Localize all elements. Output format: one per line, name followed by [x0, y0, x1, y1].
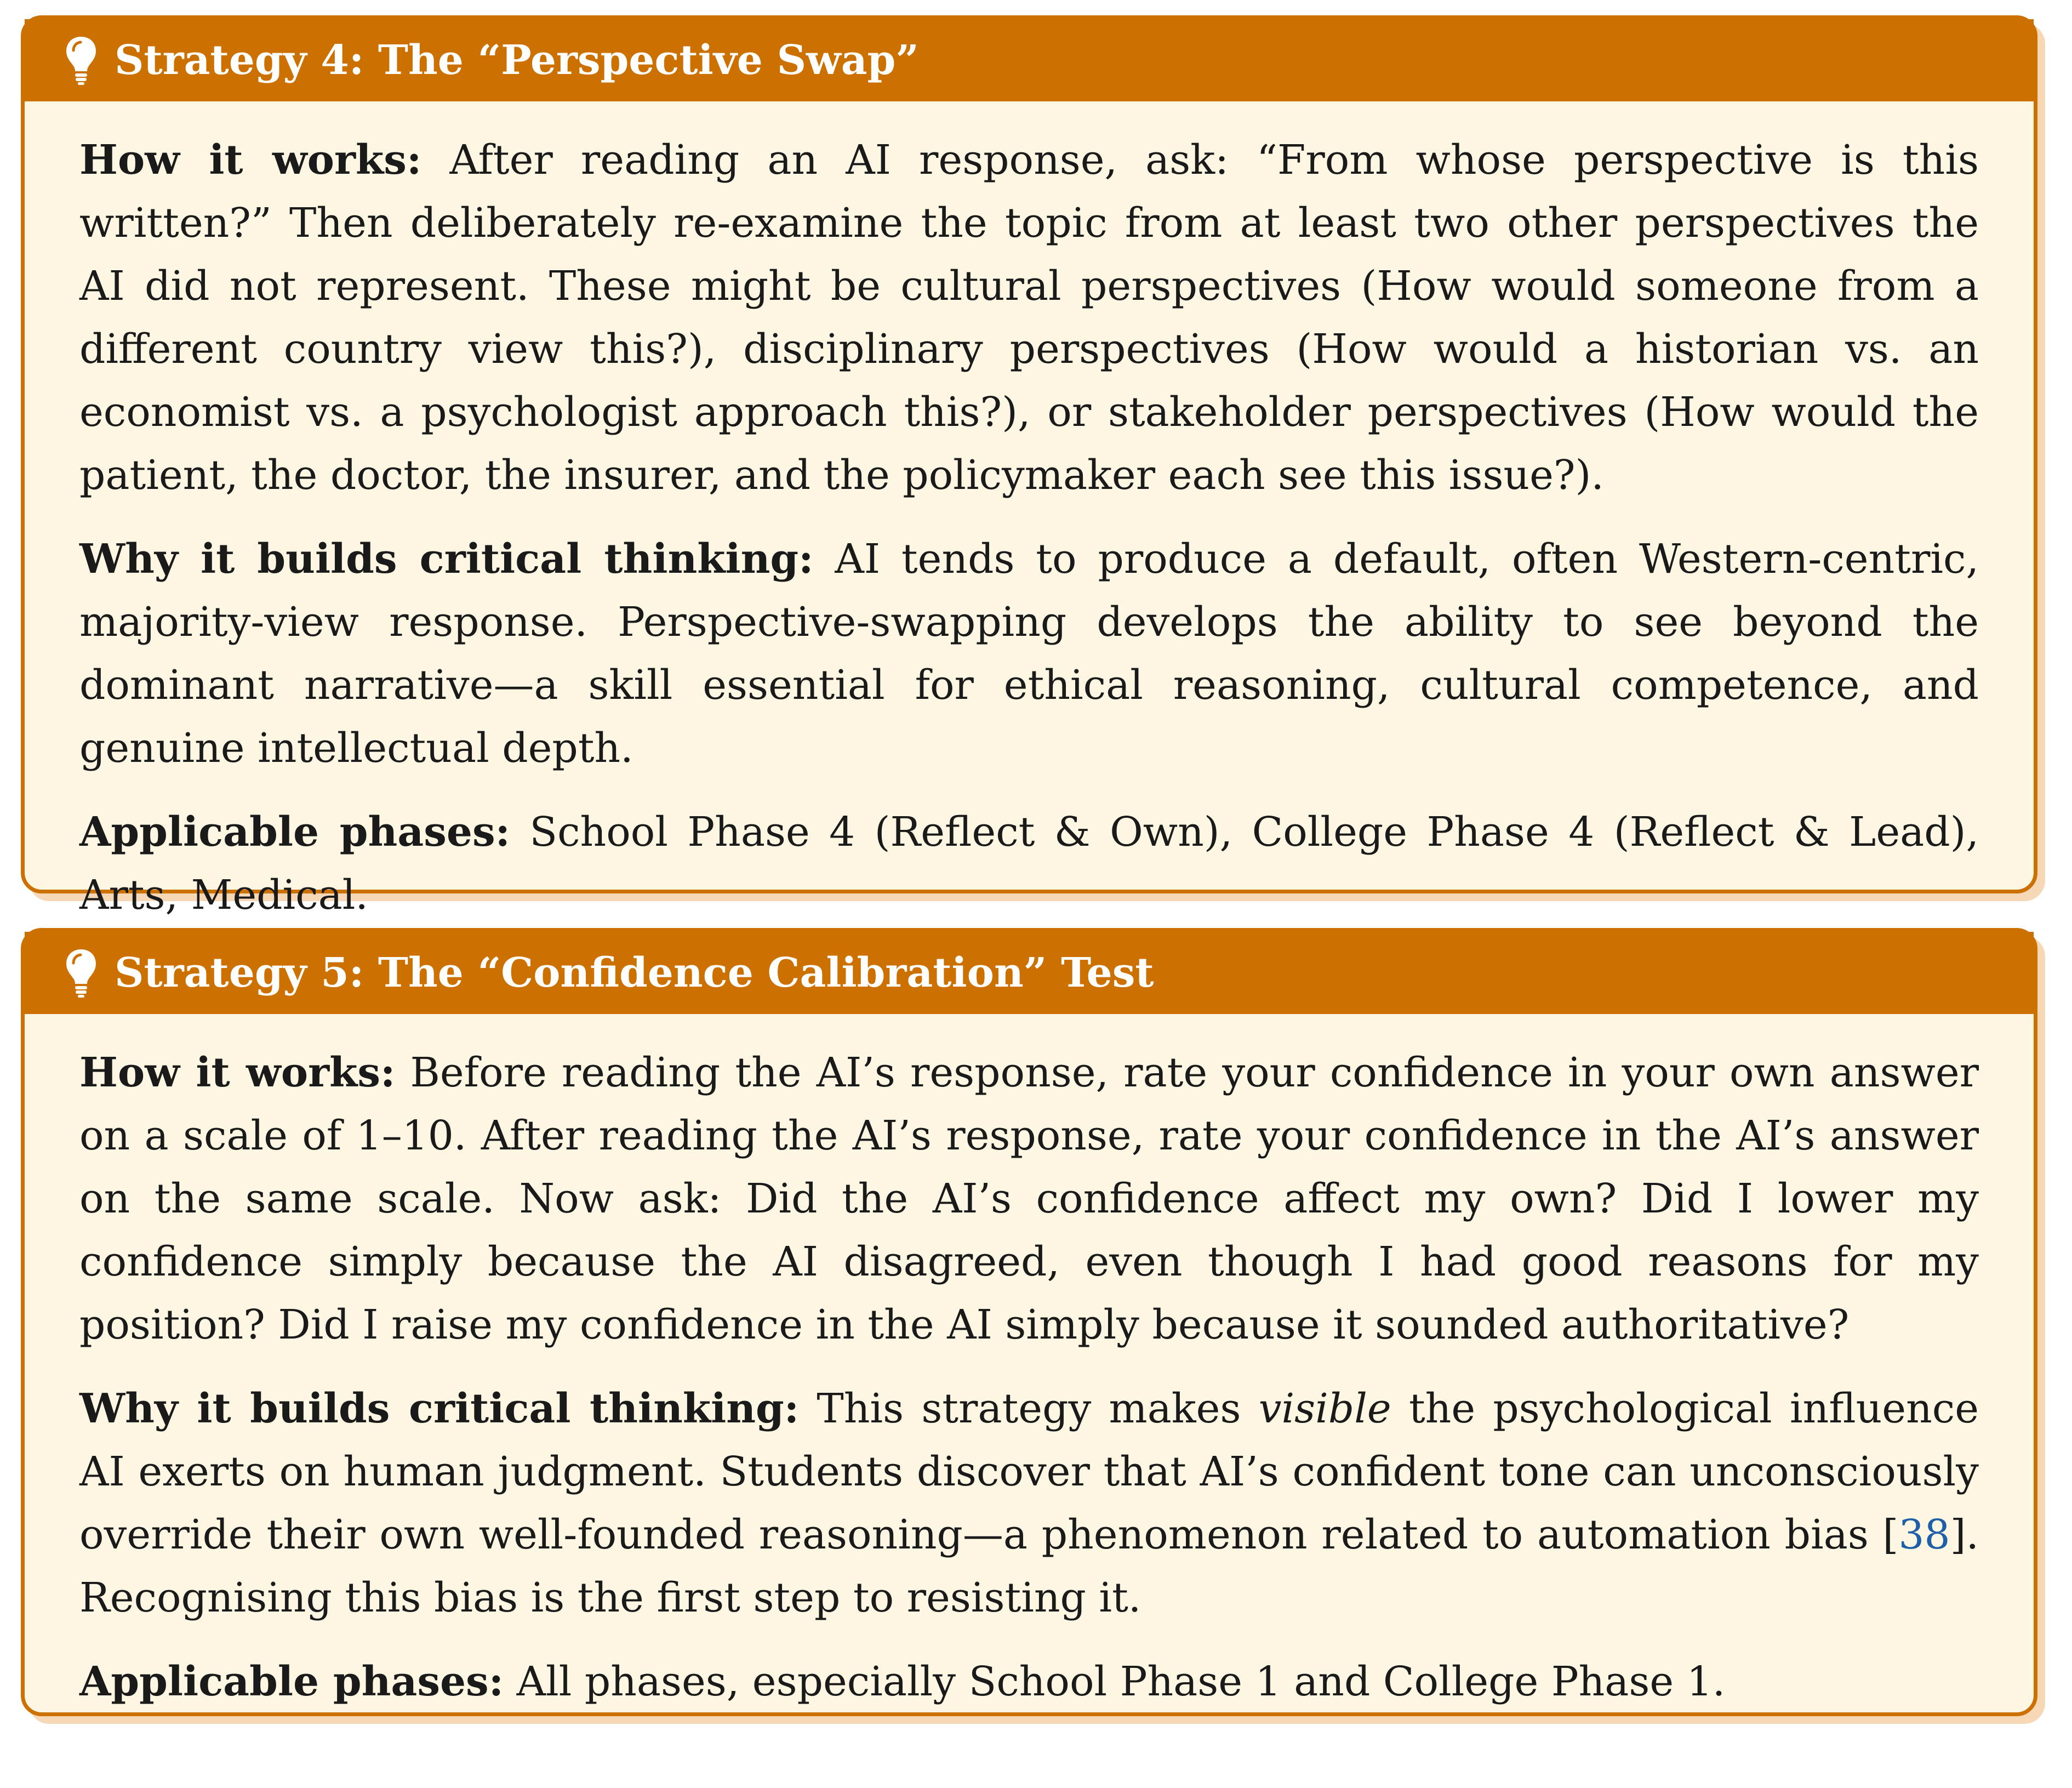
why-text: AI tends to produce a default, often Western-centric, majority-view response. Perspective-swapping develops the ability to see beyond the dominant narrative—a skill essential for ethical reasoning, cultural competence, and genuine intellectual depth.	[79, 536, 1979, 772]
lightbulb-icon	[64, 948, 98, 998]
how-text: After reading an AI response, ask: “From whose perspective is this written?” Then deliberately re-examine the topic from at least two other perspectives the AI did not represent. These might be cultural perspectives (How would someone from a different country view this?), disciplinary perspectives (How would a historian vs. an economist vs. a psychologist approach this?), or stakeholder perspectives (How would the patient, the doctor, the insurer, and the policymaker each see this issue?).	[79, 136, 1979, 499]
strategy-5-box	[21, 928, 2037, 1716]
phases-label: Applicable phases:	[79, 1658, 504, 1705]
how-text: Before reading the AI’s response, rate your confidence in your own answer on a scale of 1–10. After reading the AI’s response, rate your confidence in the AI’s answer on the same scale. Now ask: Did the AI’s confidence affect my own? Did I lower my confidence simply because the AI disagreed, even though I had good reasons for my position? Did I raise my confidence in the AI simply because it sounded authoritative?	[79, 1049, 1979, 1348]
strategy-4-how	[79, 129, 1979, 507]
phases-text: All phases, especially School Phase 1 and College Phase 1.	[516, 1658, 1726, 1705]
strategy-5-title: Strategy 5: The “Confidence Calibration” Test	[115, 949, 1154, 997]
strategy-5-body	[25, 1014, 2034, 1713]
strategy-5-header	[25, 932, 2034, 1014]
strategy-4-header	[25, 19, 2034, 101]
strategy-4-phases	[79, 801, 1979, 927]
strategy-5-how	[79, 1041, 1979, 1357]
why-label: Why it builds critical thinking:	[79, 536, 814, 583]
strategy-5-why	[79, 1377, 1979, 1630]
why-emphasis: visible	[1258, 1385, 1391, 1432]
strategy-4-why	[79, 528, 1979, 780]
strategy-4-title: Strategy 4: The “Perspective Swap”	[115, 37, 919, 84]
why-label: Why it builds critical thinking:	[79, 1385, 800, 1432]
phases-text: School Phase 4 (Reflect & Own), College Phase 4 (Reflect & Lead), Arts, Medical.	[79, 808, 1979, 919]
lightbulb-icon	[64, 35, 98, 86]
why-text-2: the psychological influence AI exerts on human judgment. Students discover that AI’s confident tone can unconsciously override their own well-founded reasoning—a phenomenon related to automation bias [	[79, 1385, 1979, 1558]
why-text-1: This strategy makes	[817, 1385, 1241, 1432]
phases-label: Applicable phases:	[79, 808, 510, 856]
citation-link[interactable]: 38	[1898, 1511, 1950, 1558]
how-label: How it works:	[79, 1049, 396, 1096]
strategy-4-box	[21, 15, 2037, 919]
strategy-4-body	[25, 101, 2034, 927]
strategy-5-phases	[79, 1650, 1979, 1713]
why-text-3: ]. Recognising this bias is the first step to resisting it.	[79, 1511, 1979, 1621]
how-label: How it works:	[79, 136, 422, 184]
